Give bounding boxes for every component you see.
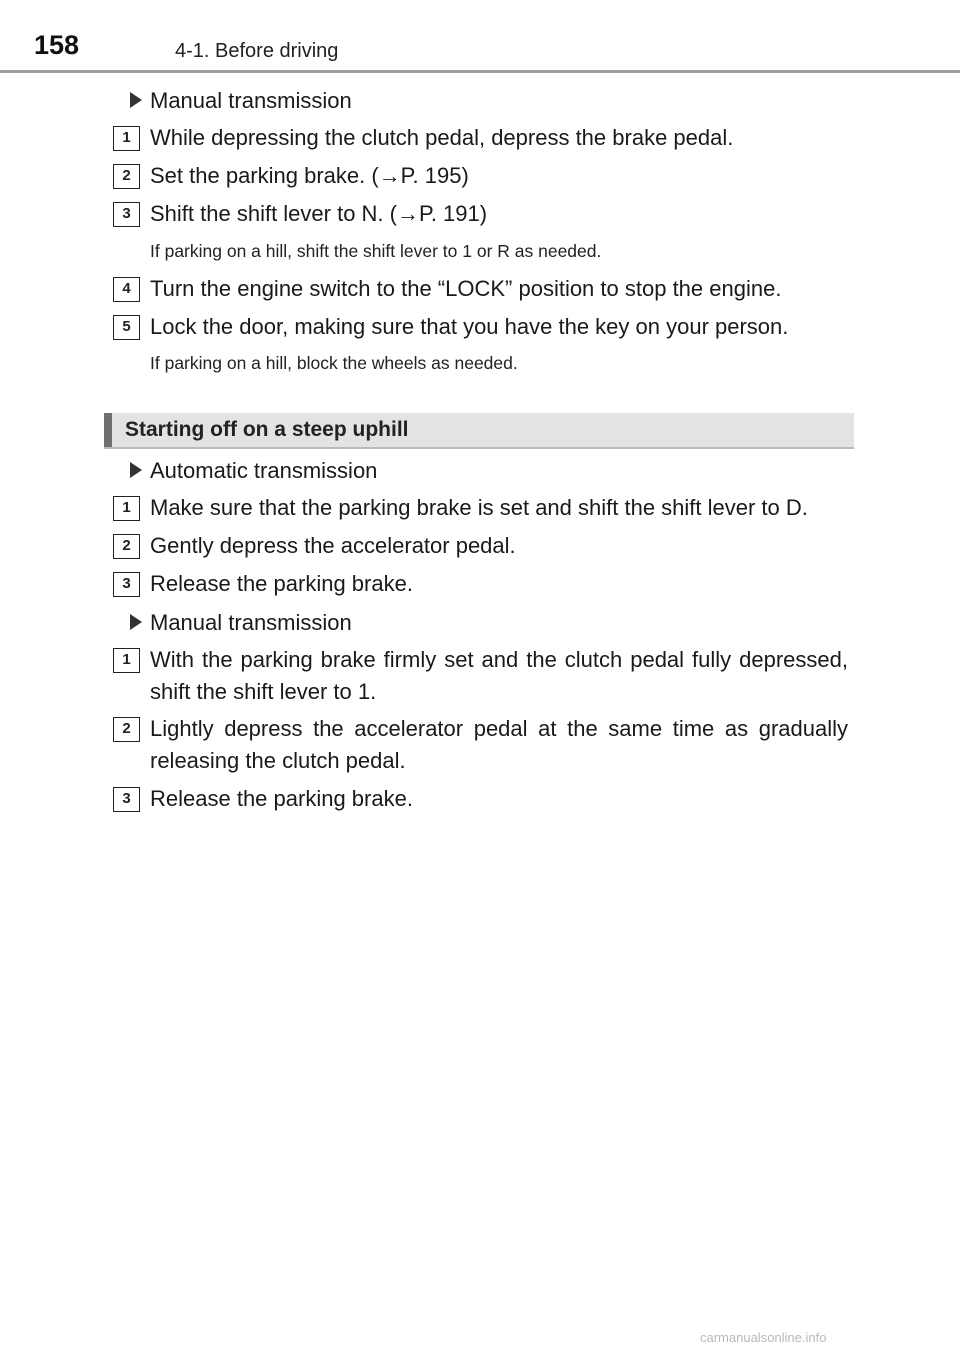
step-text: Gently depress the accelerator pedal. [150, 533, 516, 558]
step-number-badge: 2 [113, 717, 140, 742]
step-note: If parking on a hill, block the wheels as needed. [150, 353, 518, 373]
step-note: If parking on a hill, shift the shift lever to 1 or R as needed. [150, 241, 602, 261]
step-text: Release the parking brake. [150, 571, 413, 596]
step-number-badge: 1 [113, 496, 140, 521]
step-text: Shift the shift lever to N. (→P. 191) [150, 201, 488, 226]
section-title: 4-1. Before driving [175, 40, 339, 62]
step-text: Lock the door, making sure that you have the key on your person. [150, 314, 789, 339]
bullet-triangle-icon [130, 614, 142, 630]
step-number-badge: 1 [113, 126, 140, 151]
page-number: 158 [34, 30, 80, 60]
step-text: Release the parking brake. [150, 786, 413, 811]
step-number-badge: 2 [113, 534, 140, 559]
step-text: Turn the engine switch to the “LOCK” position to stop the engine. [150, 276, 782, 301]
step-number-badge: 3 [113, 202, 140, 227]
banner-title: Starting off on a steep uphill [125, 418, 409, 441]
section-banner [104, 413, 854, 449]
step-number-badge: 3 [113, 572, 140, 597]
step-text: Lightly depress the accelerator pedal at the same time as gradually releasing the clutch pedal. [150, 716, 848, 773]
step-number-badge: 5 [113, 315, 140, 340]
step-text: Set the parking brake. (→P. 195) [150, 163, 469, 188]
bullet-triangle-icon [130, 462, 142, 478]
step-number-badge: 1 [113, 648, 140, 673]
subheading-automatic-transmission: Automatic transmission [150, 458, 378, 483]
subheading-manual-transmission: Manual transmission [150, 610, 352, 635]
page-header [0, 0, 960, 76]
banner-accent-bar [104, 413, 112, 447]
step-text: While depressing the clutch pedal, depress the brake pedal. [150, 125, 734, 150]
watermark-text: carmanualsonline.info [700, 1330, 827, 1345]
header-divider [0, 70, 960, 73]
step-number-badge: 4 [113, 277, 140, 302]
step-number-badge: 3 [113, 787, 140, 812]
bullet-triangle-icon [130, 92, 142, 108]
step-number-badge: 2 [113, 164, 140, 189]
step-text: Make sure that the parking brake is set and shift the shift lever to D. [150, 495, 808, 520]
subheading-manual-transmission: Manual transmission [150, 88, 352, 113]
step-text: With the parking brake firmly set and the clutch pedal fully depressed, shift the shift lever to 1. [150, 647, 848, 704]
